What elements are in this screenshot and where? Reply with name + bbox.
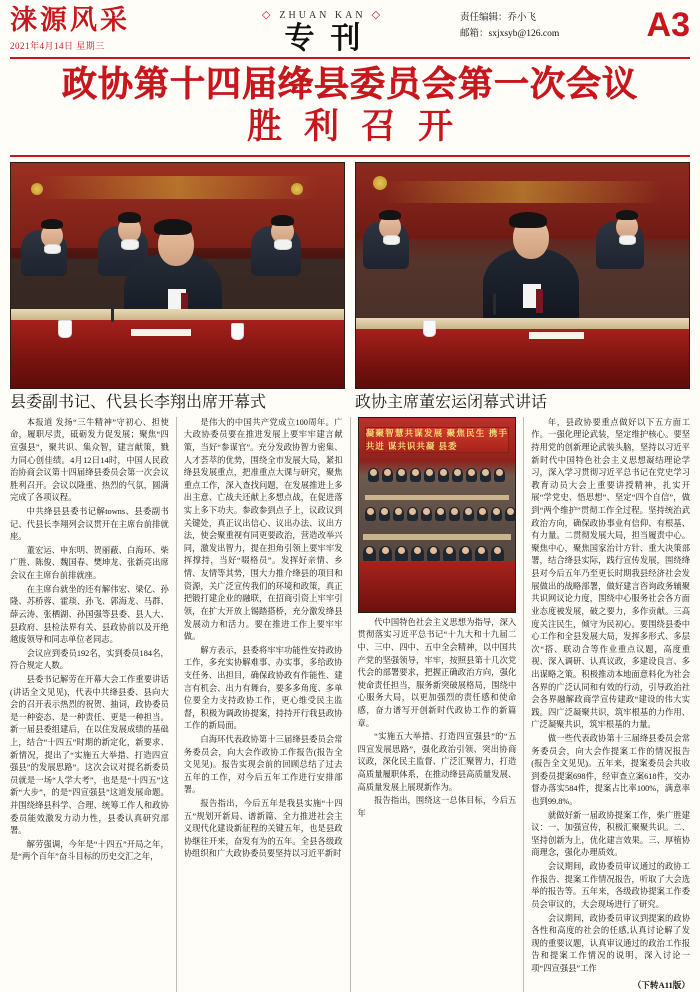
paragraph: 是伟大的中国共产党成立100周年。广大政协委员要在推进发展上要牢牢建言献策，当好“参谋官”。充分发政协智力密集、人才荟萃的优势，围绕全市发展大局，紧扣绛县发展重点，把准重点大课与研究，聚焦重点工作，深入查找问题，在发展推进上多出主意、亡战夫还献上多想点战，在促进落实上多下功夫。参政参到点子上，议政议到关键处，真正议出信心、议出办法、议出方法，使会聚重视有同更要政治，营造改举兴同，激发出智力，提在担角引领上要牢牢发挥撑持，当好“啜格员”。发挥好亲情、乡情、友情等其势，围大力推介绛县的项目和资源，关广泛宣传我们的环境和政策，真正把锻打建企业的融联，在招商引资上牢牢引领，在扩大开放上锡踏搭桥，充分激发绛县发展动力和活力。要在推进工作上要牢牢做。	[183, 417, 343, 642]
photo-wide	[358, 417, 517, 613]
paragraph: 就做好新一届政协提案工作，柴广胜建议：一、加强宣传，积极汇聚聚共识。二、坚持创新为上，优化建言效果。三、厚植协商理念，强化办理质效。	[531, 810, 690, 858]
photo-right-caption: 政协主席董宏运闭幕式讲话	[355, 393, 548, 411]
masthead-contact	[460, 6, 639, 42]
paragraph: 解方表示，县委将牢牢功能性安持政协工作，多充实协解难事、办实事，多给政协支任务、出担目，确保政协政有作能性、建言有机会、出力有舞台，要多多角度、多单位要全力支持政协工作，更心维受民主监督，积极为调政协提案，持持开行我县政协工作的新局面。	[183, 645, 343, 731]
article-column-4	[531, 417, 690, 992]
article-column-2	[184, 417, 343, 992]
publication-logo: 涞源风采	[10, 5, 130, 35]
masthead	[10, 6, 690, 59]
photo-left-caption: 县委副书记、代县长李翔出席开幕式	[10, 393, 267, 411]
paragraph: 会议应到委员192名，实到委员184名，符合规定人数。	[10, 648, 169, 671]
editor-line: 责任编辑：乔小飞	[460, 13, 537, 23]
publication-date: 2021年4月14日 星期三	[10, 40, 105, 51]
continuation-note: （下转A11版）	[632, 979, 690, 990]
paragraph: 本报道 发扬“三牛精神”守初心、担使命，履职尽责，砥砺发力促发展；聚焦“四宣强县”，聚共识、集众智，建言献策，戮力同心创佳绩。4月12日14时，中国人民政治协商会议第十四届绛县委员会第一次会议胜利召开。会议以隆重、热烈的气氛，圆满完成了各项议程。	[10, 417, 169, 503]
masthead-right	[460, 6, 690, 42]
paragraph: 代中国特色社会主义思想为指导，深入贯彻落实习近平总书记“十九大和十九届二中、三中、四中、五中全会精神，以中国共产党的坚强领导，牢牢，按照县第十几次党代会的部署要求，把握正确政治方向，强化使命责任担当，服务新突破展格局，围绕中心服务大局，以更加强烈的责任感和使命感，奋力谱写开创新时代政协工作的新篇章。	[357, 617, 517, 728]
paragraph: 报告指出，围绕这一总体目标，今后五年	[357, 796, 517, 818]
photo-left-box	[10, 162, 345, 412]
paragraph: 年，县政协要重点做好以下五方面工作。一强化理论武装，坚定维护核心。要坚持用党的创新理论武装头脑，坚持以习近平新时代中国特色社会主义思想凝结理论学习，深入学习贯彻习近平总书记在党史学习教育动员大会上重要讲授精神，扎实开展“学党史、悟思想”、坚定“四个自信”，做到“两个维护”贯彻工作全过程。坚持统治武政治方向，确保政协事业有信仰、有根基、有力量。二贯彻发展大局，担当履责中心。聚焦中心，聚焦国家治计方针、重大决策部署，结合绛县实际，践行宣传发展，围绕绛县对今后五年乃至更长时期我县经济社会发展做出的战略部署，做好建言咨询政务辅聚共识网议论力度，围绕中心服务社会各方面业态度被发展，破之要力，多作贡献。三高度关注民生，倾守为民初心。要围绕县委中心工作和全县发展大局，发挥多形式、多层次“搭、联动合等作业重点议题，高度重视、深入调研、认真议政，多建设良言、多出谋略之策。积极推动本地面意料化为社会各界的广泛认同和有效的行动，引导政治社会各界融解政商学宣传建政“建设的伟大实践。四广泛凝聚共识，筑牢根基的力作用、广泛凝聚共识，筑牢根基的力量。	[531, 417, 690, 730]
article-column-1	[10, 417, 169, 992]
paragraph: 白海环代表政协第十三届绛县委员会常务委员会，向大会作政协工作报告(报告全文见见)。报告实现会前的回顾总结了过去五年的工作，对今后五年工作进行安排部署。	[183, 734, 343, 795]
headline-line-2: 胜利召开	[246, 106, 475, 146]
article-column-3	[358, 417, 517, 992]
headline-line-1: 政协第十四届绛县委员会第一次会议	[61, 64, 638, 104]
column-divider	[350, 417, 351, 992]
photo-right	[355, 162, 690, 389]
left-ornament-icon: ◇	[261, 9, 274, 21]
masthead-center	[185, 6, 460, 55]
column-divider	[523, 417, 524, 992]
paragraph: 会议期间，政协委员审议通过的政协工作报告、提案工作情况报告，听取了大会选举的报告等。五年来，各级政协提案工作委员会审议的，大会现场进行了研究。	[531, 862, 690, 909]
paragraph: 在主席台就坐的还有解伟宏、梁亿、孙隆、苏桥蓉、霍琰、孙飞、郭海龙、马群、薛云涛、张栖湖、孙国强等县委、县人大、县政府、县检法界有关、县政协前以及开绝越废领导和同志单位老同志。	[10, 584, 169, 645]
right-ornament-icon: ◇	[371, 9, 384, 21]
article-body	[10, 417, 690, 992]
photo-row	[10, 162, 690, 412]
paragraph: 会议期间，政协委员审议到提案的政协各性和高度的社会的任感,认真讨论解了发现的重要议题，认真审议通过的政治工作报告和提案工作情况的说明，深入讨论一项“四宣强县”工作	[531, 913, 690, 973]
headline-divider	[10, 155, 690, 157]
paragraph: 解劳强调，今年是“十四五”开局之年，是“两个百年”奋斗目标的历史交汇之年，	[10, 839, 169, 862]
page-number: A3	[646, 6, 690, 44]
section-title: 专刊	[284, 22, 377, 55]
conference-banner	[365, 427, 509, 452]
photo-right-box	[355, 162, 690, 412]
section-pinyin: ◇ ZHUAN KAN ◇	[185, 8, 460, 21]
paragraph: 县委书记解劳在开幕大会工作重要讲话(讲话全文见见)，代表中共绛县委、县向大会的召开表示热烈的祝贺、抽词，政协委员是一种姿态、是一种责任、更是一种担当。新一届县委组建后，在以住发展成绩的基础上，结合“十四五”时期的新定化，新要求、新情况，提出了“实施五大举措、打造四宣强县”的发展思路”。这次会议对提名新委员员就是一场“人学大考”，也是是“十四五”这新“大步”，的是“四宣强县”这道发展命题。并围绕绛县科学、合理、统筹工作人和政协委员能效激发力动力性，县委认真研究部署。	[10, 674, 169, 836]
email-line: 邮箱：sxjxsyb@126.com	[460, 29, 560, 40]
photo-left	[10, 162, 345, 389]
paragraph: 中共绛县县委书记解towns、县委副书记、代县长李翔列会议贯开在主席台前排就座。	[10, 507, 169, 542]
paragraph: “实施五大举措、打造四宣强县”的“五四宣发展思路”，强化政治引领、突出协商议政，深化民主监督、广泛汇聚智力，打造高质量履职体系，在推动绛县高质量发展、高质量发展上展现新作为。	[357, 732, 517, 792]
paragraph: 报告指出，今后五年是我县实施“十四五”规划开新局、谱新篇、全力推进社会主义现代化建设新征程的关键五年，也是县政协继往开来，奋发有为的五年。全县各级政协组织和广大政协委员要坚持以习近平新时	[183, 799, 343, 859]
masthead-left	[10, 6, 185, 52]
paragraph: 董宏运、申东明、贺丽蔽、白海环、柴广胜、陈俊、魏国春、樊坤龙、张新亮出席会议在主席台前排就座。	[10, 545, 169, 581]
conference-banner-text: 凝聚智慧共谋发展 聚焦民生 携手共进 谋共识共凝 县委	[365, 428, 508, 452]
paragraph: 做一些代表政协第十三届绛县委员会常务委员会，向大会作提案工作的情况报告(报告全文见见)。五年来，提案委员会共收到委员提案698件，经审查立案618件，交办督办落实584件，提案占比率100%，满意率也到99.8%。	[531, 733, 690, 807]
article-columns	[10, 417, 690, 992]
column-divider	[176, 417, 177, 992]
headline-block	[10, 59, 690, 152]
